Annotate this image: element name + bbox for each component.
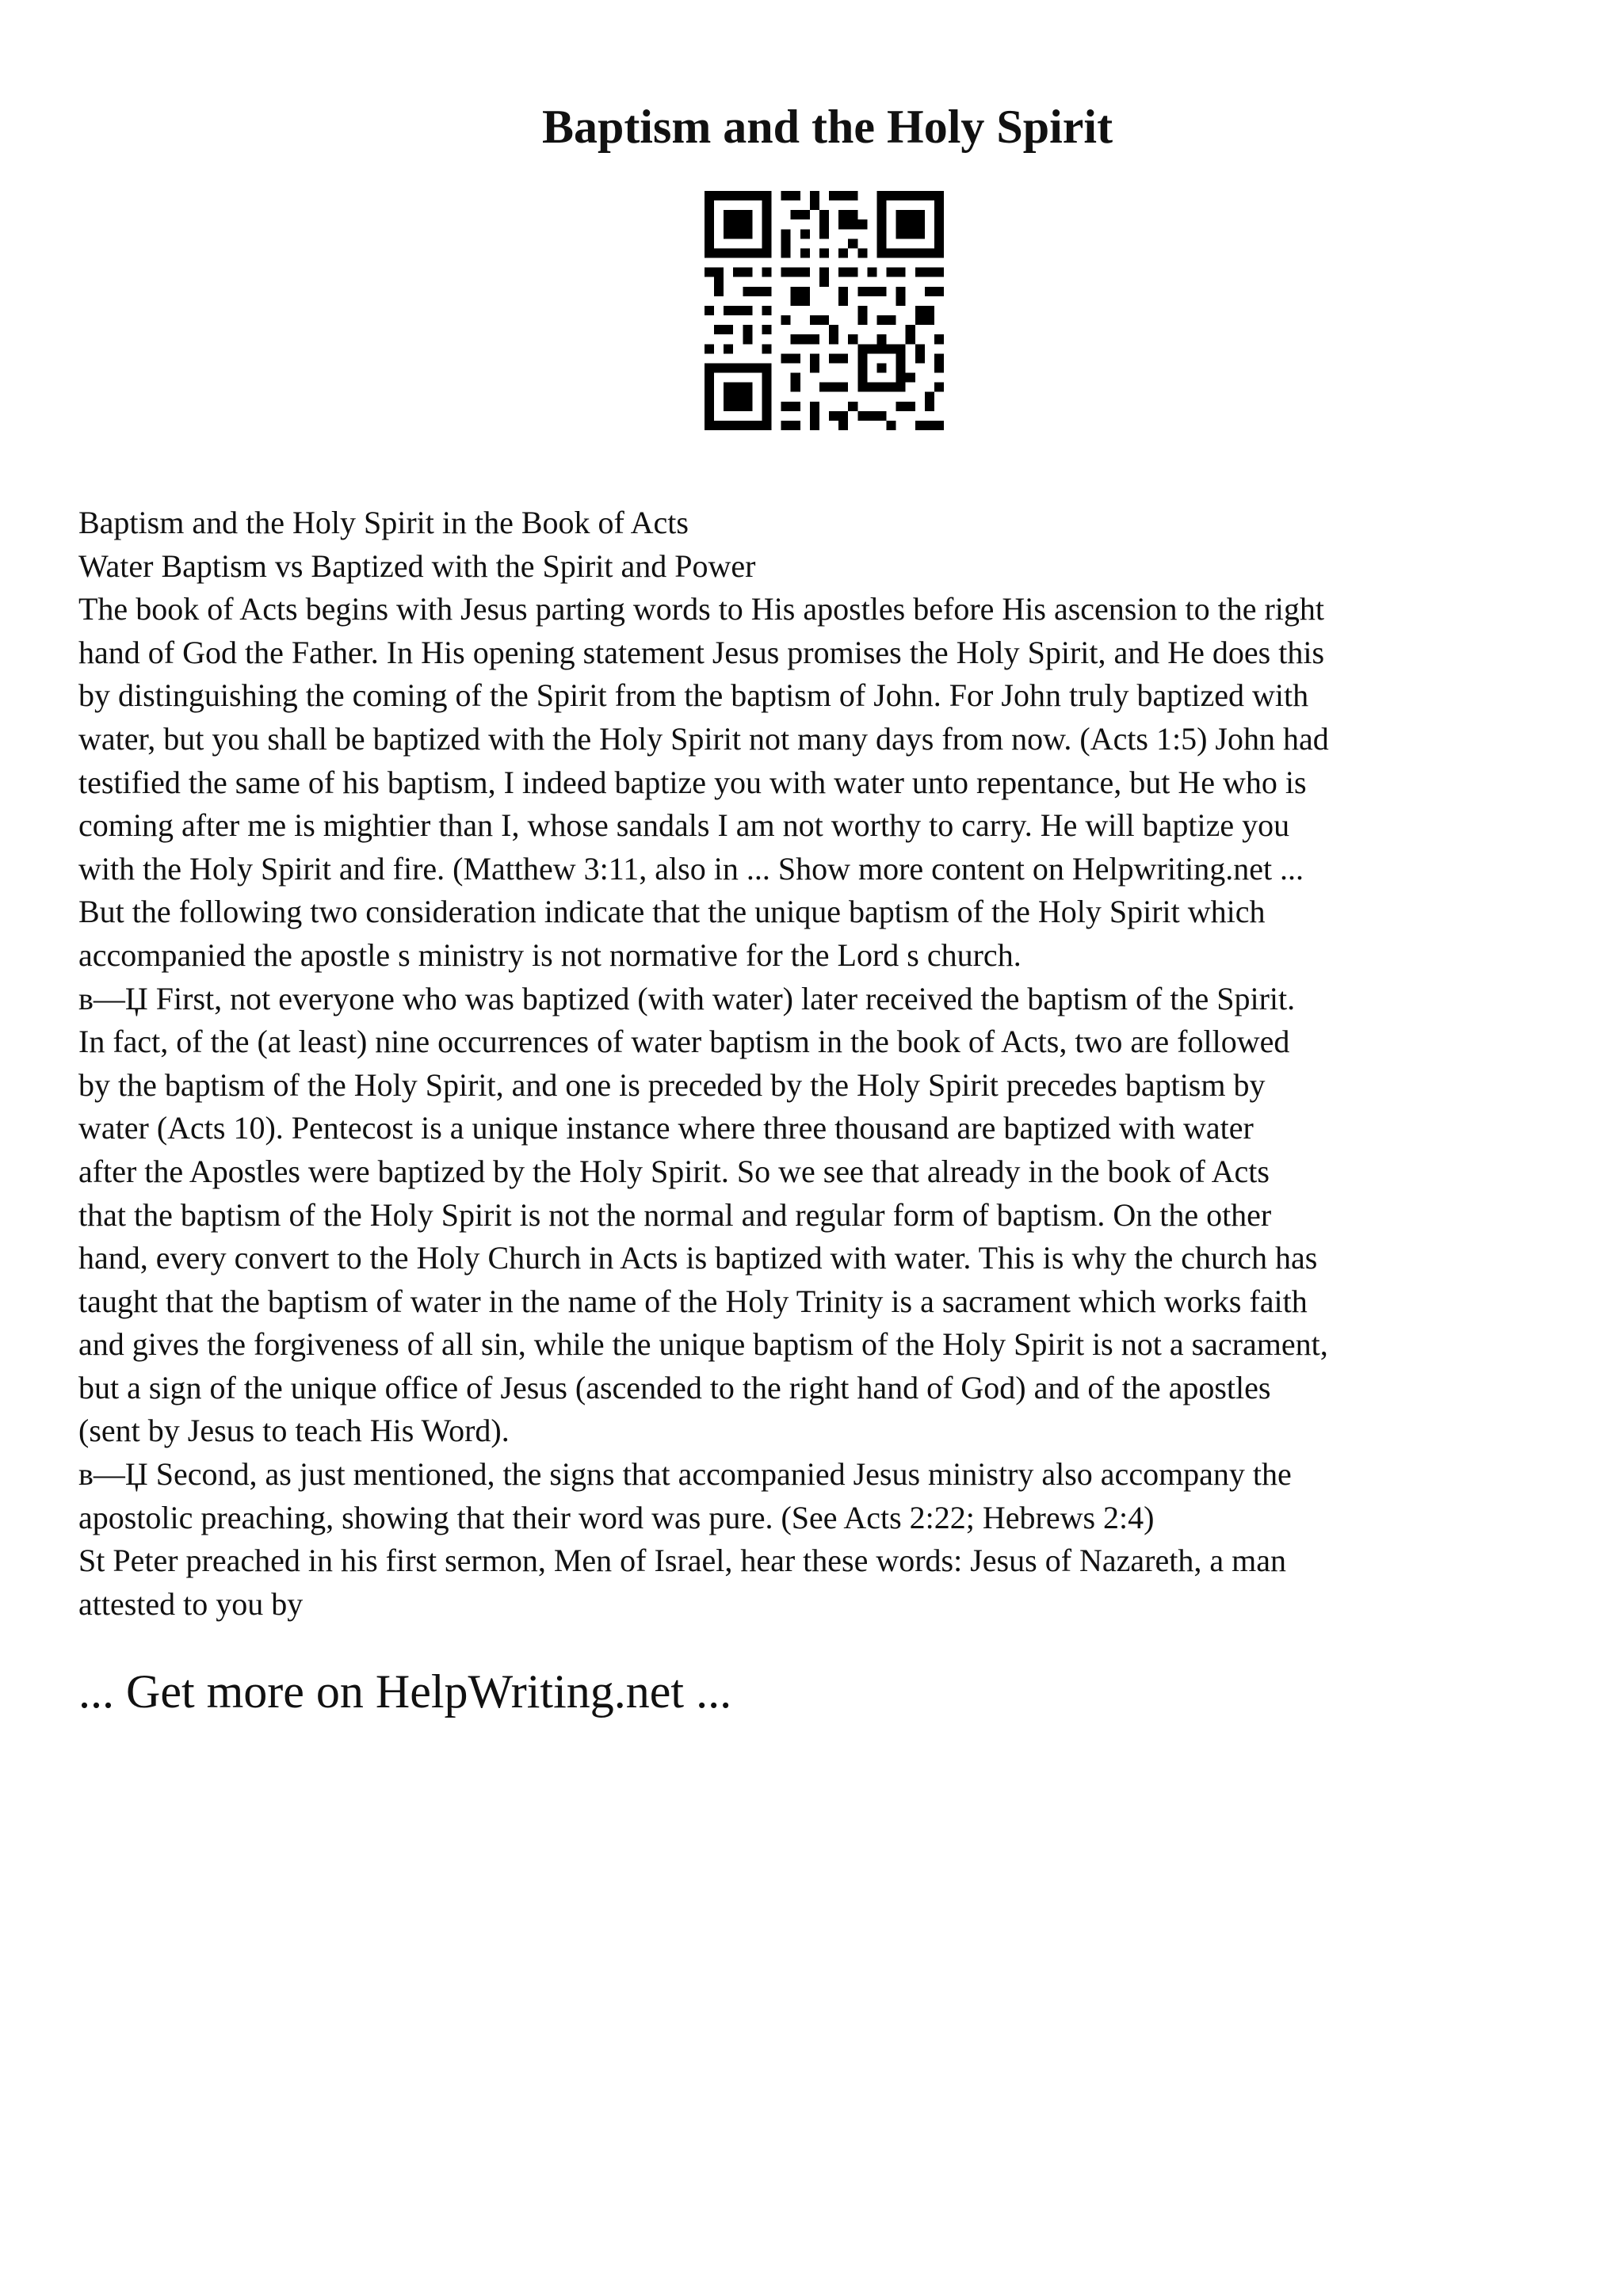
body-line: accompanied the apostle s ministry is not normative for the Lord s church. <box>78 936 1022 973</box>
document-title: Baptism and the Holy Spirit <box>541 101 1113 153</box>
body-line: with the Holy Spirit and fire. (Matthew 3:11, also in ... Show more content on Helpwriting.net ... <box>78 850 1304 887</box>
body-line: coming after me is mightier than I, whose sandals I am not worthy to carry. He will baptize you <box>78 807 1290 844</box>
body-line: hand of God the Father. In His opening statement Jesus promises the Holy Spirit, and He does this <box>78 634 1325 670</box>
qr-code-graphic <box>705 191 944 430</box>
body-line: and gives the forgiveness of all sin, while the unique baptism of the Holy Spirit is not a sacrament, <box>78 1326 1328 1363</box>
body-line: that the baptism of the Holy Spirit is not the normal and regular form of baptism. On the other <box>78 1196 1272 1233</box>
body-line: hand, every convert to the Holy Church in Acts is baptized with water. This is why the church has <box>78 1240 1318 1276</box>
body-line: attested to you by <box>78 1585 304 1622</box>
body-line: taught that the baptism of water in the name of the Holy Trinity is a sacrament which works faith <box>78 1283 1308 1319</box>
body-line: by distinguishing the coming of the Spirit from the baptism of John. For John truly baptized with <box>78 677 1309 714</box>
body-line: but a sign of the unique office of Jesus (ascended to the right hand of God) and of the apostles <box>78 1369 1271 1405</box>
body-line: water, but you shall be baptized with the Holy Spirit not many days from now. (Acts 1:5) John had <box>78 720 1329 757</box>
body-line: after the Apostles were baptized by the Holy Spirit. So we see that already in the book of Acts <box>78 1153 1270 1189</box>
body-line: water (Acts 10). Pentecost is a unique instance where three thousand are baptized with water <box>78 1110 1254 1146</box>
body-line: Baptism and the Holy Spirit in the Book of Acts <box>78 505 689 540</box>
body-line: (sent by Jesus to teach His Word). <box>78 1413 510 1449</box>
body-line: In fact, of the (at least) nine occurrences of water baptism in the book of Acts, two are followed <box>78 1024 1290 1060</box>
body-line: by the baptism of the Holy Spirit, and one is preceded by the Holy Spirit precedes baptism by <box>78 1066 1266 1103</box>
body-line: St Peter preached in his first sermon, Men of Israel, hear these words: Jesus of Nazareth, a man <box>78 1543 1286 1579</box>
body-line: testified the same of his baptism, I indeed baptize you with water unto repentance, but He who is <box>78 764 1307 800</box>
body-line: But the following two consideration indicate that the unique baptism of the Holy Spirit which <box>78 894 1266 930</box>
body-line: в—Џ Second, as just mentioned, the signs that accompanied Jesus ministry also accompany the <box>78 1456 1292 1493</box>
body-line: apostolic preaching, showing that their word was pure. (See Acts 2:22; Hebrews 2:4) <box>78 1499 1155 1535</box>
document-body <box>78 502 1568 1626</box>
get-more-link[interactable]: ... Get more on HelpWriting.net ... <box>78 1665 732 1718</box>
body-line: Water Baptism vs Baptized with the Spirit and Power <box>78 547 756 584</box>
body-line: The book of Acts begins with Jesus parting words to His apostles before His ascension to the right <box>78 591 1324 627</box>
qr-code-icon <box>705 191 944 430</box>
body-line: в—Џ First, not everyone who was baptized (with water) later received the baptism of the Spirit. <box>78 980 1296 1016</box>
